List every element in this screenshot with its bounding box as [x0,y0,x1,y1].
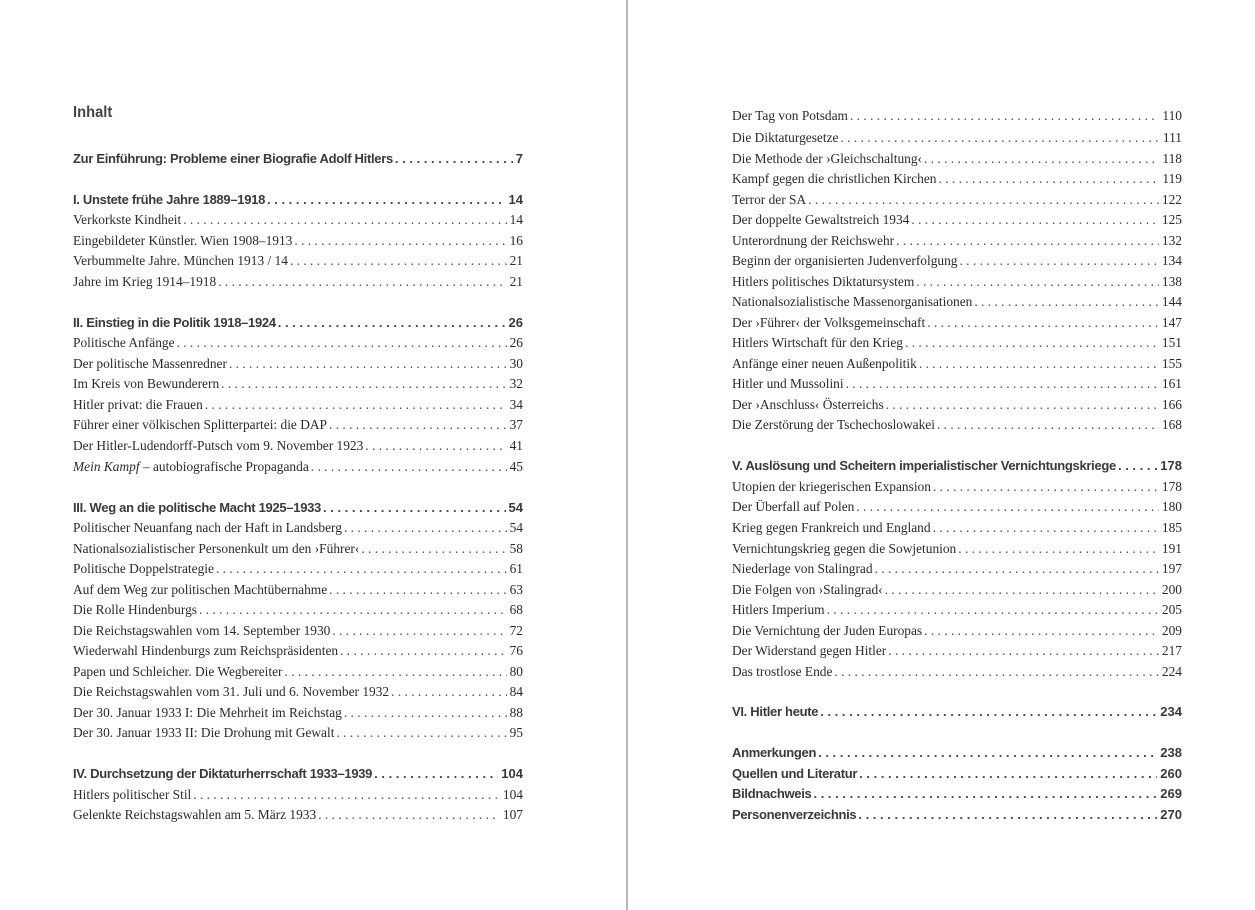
toc-page-number: 107 [502,807,523,822]
dot-leader [896,231,1159,251]
dot-leader [827,600,1159,620]
toc-entry-title: IV. Durchsetzung der Diktaturherrschaft 1933–1939 [73,766,373,781]
toc-page-number: 41 [509,438,523,453]
toc-page-number: 269 [1160,786,1182,801]
toc-section-heading [73,190,523,210]
toc-entry-title: Die Folgen von ›Stalingrad‹ [732,582,883,597]
toc-entry-title: Vernichtungskrieg gegen die Sowjetunion [732,541,957,556]
toc-entry-title: Der Überfall auf Polen [732,499,855,514]
dot-leader [919,354,1159,374]
toc-page-number: 58 [509,541,523,556]
toc-section-heading [732,702,1182,722]
toc-entry-title-italic: Mein Kampf [73,459,140,474]
toc-page-number: 54 [508,500,523,515]
toc-page-number: 125 [1161,212,1182,227]
toc-entry-title: Der ›Führer‹ der Volksgemeinschaft [732,315,926,330]
toc-page-number: 134 [1161,253,1182,268]
toc-entry-title: Politische Doppelstrategie [73,561,214,576]
toc-entry-title: Gelenkte Reichstagswahlen am 5. März 1933 [73,807,317,822]
dot-leader [850,106,1159,126]
page-gutter [626,0,628,910]
toc-entry [73,395,523,415]
toc-entry-title: Krieg gegen Frankreich und England [732,520,931,535]
toc-entry-title: Hitlers politisches Diktatursystem [732,274,915,289]
toc-entry [732,272,1182,292]
toc-entry [732,559,1182,579]
toc-entry-title: Der Widerstand gegen Hitler [732,643,887,658]
dot-leader [911,210,1159,230]
toc-page-number: 32 [509,376,523,391]
toc-entry [732,415,1182,435]
toc-entry-title: Beginn der organisierten Judenverfolgung [732,253,958,268]
dot-leader [344,703,507,723]
toc-entry-title: V. Auslösung und Scheitern imperialistischer Vernichtungskriege [732,458,1116,473]
toc-entry-title: Bildnachweis [732,786,812,801]
dot-leader [329,415,507,435]
toc-page-number: 270 [1160,807,1182,822]
dot-leader [332,621,506,641]
toc-entry-title: Wiederwahl Hindenburgs zum Reichspräsidenten [73,643,339,658]
toc-entry-title: Die Reichstagswahlen vom 31. Juli und 6. November 1932 [73,684,390,699]
toc-page-number: 111 [1162,130,1182,145]
toc-page-number: 209 [1161,623,1182,638]
toc-section-heading [732,805,1182,825]
toc-page-number: 234 [1160,704,1182,719]
toc-entry [73,415,523,435]
toc-page-number: 191 [1161,541,1182,556]
toc-page-number: 151 [1161,335,1182,350]
dot-leader [199,600,507,620]
dot-leader [290,251,507,271]
dot-leader [183,210,506,230]
toc-entry-title: Jahre im Krieg 1914–1918 [73,274,217,289]
toc-page-number: 68 [509,602,523,617]
toc-entry [73,231,523,251]
toc-entry [732,477,1182,497]
toc-page-number: 147 [1161,315,1182,330]
toc-entry [732,539,1182,559]
dot-leader [365,436,506,456]
toc-page-number: 110 [1162,108,1182,123]
toc-page-number: 104 [502,787,523,802]
dot-leader [1118,456,1157,476]
dot-leader [885,580,1159,600]
dot-leader [229,354,507,374]
dot-leader [958,539,1159,559]
toc-entry-title: Die Rolle Hindenburgs [73,602,197,617]
toc-entry-title: Papen und Schleicher. Die Wegbereiter [73,664,283,679]
toc-entry [73,457,523,477]
toc-entry [73,354,523,374]
toc-entry-title: Eingebildeter Künstler. Wien 1908–1913 [73,233,293,248]
toc-page-number: 155 [1161,356,1182,371]
toc-entry [732,190,1182,210]
toc-entry [73,210,523,230]
dot-leader [278,313,506,333]
dot-leader [856,497,1159,517]
dot-leader [858,805,1157,825]
toc-entry [73,805,523,825]
toc-section-heading [732,456,1182,476]
dot-leader [344,518,507,538]
dot-leader [888,641,1159,661]
toc-page-number: 37 [509,417,523,432]
toc-page-number: 132 [1161,233,1182,248]
toc-page-number: 61 [509,561,523,576]
dot-leader [336,723,506,743]
dot-leader [859,764,1157,784]
dot-leader [285,662,507,682]
toc-page-number: 205 [1161,602,1182,617]
dot-leader [927,313,1159,333]
dot-leader [294,231,506,251]
toc-page-number: 185 [1161,520,1182,535]
toc-page-number: 260 [1160,766,1182,781]
toc-entry-title: Die Reichstagswahlen vom 14. September 1930 [73,623,331,638]
toc-entry-title: Auf dem Weg zur politischen Machtübernahme [73,582,328,597]
toc-page-number: 80 [509,664,523,679]
toc-entry-title: Hitler und Mussolini [732,376,844,391]
toc-page-number: 144 [1161,294,1182,309]
toc-page-number: 168 [1161,417,1182,432]
dot-leader [846,374,1159,394]
toc-page-number: 45 [509,459,523,474]
toc-entry-title: Der doppelte Gewaltstreich 1934 [732,212,910,227]
dot-leader [311,457,507,477]
dot-leader [818,743,1157,763]
toc-entry-title: Terror der SA [732,192,807,207]
toc-entry-title: Hitlers Imperium [732,602,825,617]
dot-leader [374,764,498,784]
toc-entry-title: Die Methode der ›Gleichschaltung‹ [732,151,923,166]
toc-entry-title: Der Tag von Potsdam [732,108,848,123]
toc-page-number: 178 [1160,458,1182,473]
toc-page-number: 14 [509,212,523,227]
toc-entry [73,374,523,394]
toc-entry [73,251,523,271]
toc-entry [73,518,523,538]
toc-entry [73,559,523,579]
toc-entry [73,600,523,620]
toc-entry [73,580,523,600]
toc-entry [73,436,523,456]
dot-leader [391,682,506,702]
toc-entry [73,272,523,292]
toc-entry-title: Personenverzeichnis [732,807,857,822]
dot-leader [916,272,1159,292]
dot-leader [924,149,1159,169]
toc-page-number: 14 [508,192,523,207]
toc-entry-title: III. Weg an die politische Macht 1925–1933 [73,500,321,515]
toc-entry [732,128,1182,148]
toc-entry-title: VI. Hitler heute [732,704,819,719]
toc-page-number: 21 [509,253,523,268]
toc-section-heading [732,784,1182,804]
toc-entry [732,641,1182,661]
toc-page-number: 180 [1161,499,1182,514]
toc-entry-title [73,457,311,477]
toc-page-number: 238 [1160,745,1182,760]
dot-leader [318,805,500,825]
toc-entry [732,292,1182,312]
toc-page-number: 21 [509,274,523,289]
toc-entry-title: Verkorkste Kindheit [73,212,182,227]
dot-leader [267,190,506,210]
toc-entry [732,580,1182,600]
toc-entry-title: Zur Einführung: Probleme einer Biografie Adolf Hitlers [73,151,393,166]
toc-page-number: 7 [515,151,523,166]
toc-entry [732,251,1182,271]
toc-page-number: 30 [509,356,523,371]
toc-entry-title: Niederlage von Stalingrad [732,561,873,576]
toc-page-number: 95 [509,725,523,740]
toc-page-number: 34 [509,397,523,412]
toc-entry [732,149,1182,169]
dot-leader [875,559,1159,579]
toc-entry [732,210,1182,230]
toc-entry-title: Kampf gegen die christlichen Kirchen [732,171,937,186]
toc-page-number: 122 [1161,192,1182,207]
toc-entry-title: Der Hitler-Ludendorff-Putsch vom 9. November 1923 [73,438,364,453]
toc-entry-title: Nationalsozialistischer Personenkult um den ›Führer‹ [73,541,360,556]
toc-entry-title: Der 30. Januar 1933 I: Die Mehrheit im Reichstag [73,705,342,720]
toc-entry [732,333,1182,353]
toc-entry [732,354,1182,374]
toc-entry-title: Hitler privat: die Frauen [73,397,203,412]
toc-entry-title: Utopien der kriegerischen Expansion [732,479,931,494]
toc-page-number: 138 [1161,274,1182,289]
toc-page-number: 118 [1162,151,1182,166]
toc-entry-title: Das trostlose Ende [732,664,833,679]
toc-entry-title: II. Einstieg in die Politik 1918–1924 [73,315,276,330]
dot-leader [924,621,1159,641]
toc-page-number: 26 [508,315,523,330]
toc-entry [73,785,523,805]
dot-leader [323,498,506,518]
toc-entry-title: Die Diktaturgesetze [732,130,839,145]
dot-leader [905,333,1159,353]
toc-entry [73,641,523,661]
dot-leader [959,251,1158,271]
toc-entry [732,395,1182,415]
toc-entry-title: I. Unstete frühe Jahre 1889–1918 [73,192,266,207]
dot-leader [974,292,1159,312]
toc-section-heading [73,764,523,784]
toc-page-number: 200 [1161,582,1182,597]
toc-page-number: 84 [509,684,523,699]
toc-page-number: 224 [1161,664,1182,679]
dot-leader [933,518,1159,538]
toc-entry [73,333,523,353]
dot-leader [820,702,1157,722]
toc-entry-title: Anfänge einer neuen Außenpolitik [732,356,917,371]
dot-leader [937,415,1159,435]
toc-entry-title: Anmerkungen [732,745,817,760]
toc-entry [732,106,1182,126]
toc-entry-title: Die Zerstörung der Tschechoslowakei [732,417,935,432]
toc-entry-title: Unterordnung der Reichswehr [732,233,895,248]
toc-page-number: 178 [1161,479,1182,494]
toc-page-number: 217 [1161,643,1182,658]
toc-page-number: 161 [1161,376,1182,391]
toc-entry-title: Im Kreis von Bewunderern [73,376,220,391]
toc-section-heading [73,313,523,333]
toc-entry-title: Nationalsozialistische Massenorganisationen [732,294,973,309]
toc-entry [732,621,1182,641]
toc-section-heading [73,498,523,518]
dot-leader [933,477,1159,497]
dot-leader [329,580,506,600]
toc-entry-title: Der politische Massenredner [73,356,227,371]
toc-entry [732,231,1182,251]
toc-entry [732,169,1182,189]
toc-entry [73,703,523,723]
dot-leader [361,539,506,559]
toc-title: Inhalt [73,104,113,121]
toc-entry [732,374,1182,394]
toc-entry-title: Der ›Anschluss‹ Österreichs [732,397,884,412]
dot-leader [808,190,1159,210]
toc-page-number: 166 [1161,397,1182,412]
toc-entry [732,518,1182,538]
toc-entry [732,662,1182,682]
toc-page-number: 197 [1161,561,1182,576]
toc-entry-title: Politische Anfänge [73,335,175,350]
toc-page-number: 76 [509,643,523,658]
toc-section-heading [732,764,1182,784]
toc-page-number: 16 [509,233,523,248]
toc-entry [73,539,523,559]
toc-entry [732,313,1182,333]
dot-leader [177,333,507,353]
dot-leader [205,395,507,415]
toc-section-heading [73,149,523,169]
toc-entry [73,723,523,743]
toc-entry-title: Hitlers politischer Stil [73,787,192,802]
toc-entry-title-rest: – autobiografische Propaganda [139,459,309,474]
dot-leader [395,149,513,169]
toc-entry-title: Verbummelte Jahre. München 1913 / 14 [73,253,288,268]
toc-entry [73,621,523,641]
toc-page-number: 119 [1162,171,1182,186]
dot-leader [221,374,506,394]
dot-leader [886,395,1159,415]
toc-entry-title: Führer einer völkischen Splitterpartei: die DAP [73,417,327,432]
dot-leader [218,272,506,292]
toc-entry [73,662,523,682]
toc-entry-title: Quellen und Literatur [732,766,858,781]
dot-leader [216,559,507,579]
toc-page-number: 63 [509,582,523,597]
toc-page-number: 72 [509,623,523,638]
toc-page-number: 54 [509,520,523,535]
toc-page-number: 104 [501,766,523,781]
toc-entry-title: Die Vernichtung der Juden Europas [732,623,923,638]
toc-entry-title: Hitlers Wirtschaft für den Krieg [732,335,904,350]
dot-leader [193,785,500,805]
dot-leader [340,641,507,661]
toc-section-heading [732,743,1182,763]
toc-entry-title: Der 30. Januar 1933 II: Die Drohung mit Gewalt [73,725,335,740]
toc-entry-title: Politischer Neuanfang nach der Haft in Landsberg [73,520,342,535]
dot-leader [840,128,1159,148]
toc-entry [732,600,1182,620]
dot-leader [834,662,1158,682]
toc-entry [73,682,523,702]
dot-leader [813,784,1157,804]
toc-page-number: 26 [509,335,523,350]
toc-page-number: 88 [509,705,523,720]
toc-entry [732,497,1182,517]
dot-leader [939,169,1160,189]
